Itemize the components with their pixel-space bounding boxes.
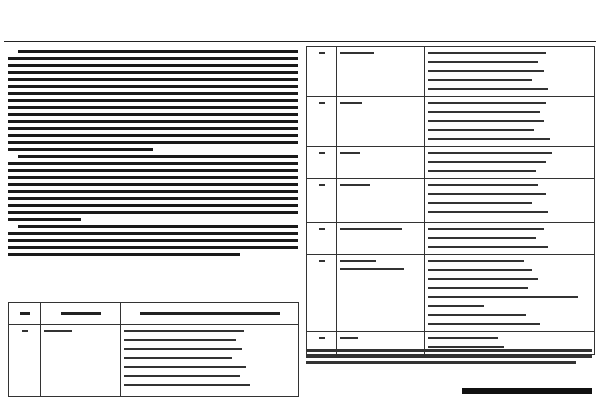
table-row [9,325,299,397]
table-row [307,47,595,97]
subtype-item [428,293,591,302]
body-paragraph-3 [8,225,298,256]
subtype-item [428,266,591,275]
subtype-item [428,181,591,190]
table-row [307,223,595,255]
row-6-no [307,223,337,255]
subtype-item [124,354,295,363]
subtype-item [124,327,295,336]
subtype-item [124,336,295,345]
subtype-item [124,363,295,372]
subtype-item [428,225,591,234]
row-3-category [337,97,425,147]
header-category [41,303,121,325]
footnote [306,346,594,367]
header-subtypes [121,303,299,325]
subtype-item [428,199,591,208]
subtype-item [428,76,591,85]
subtype-item [428,167,591,176]
subtype-item [428,117,591,126]
row-5-category [337,179,425,223]
subtype-item [428,135,591,144]
notice-title [4,2,596,42]
subtype-item [428,126,591,135]
row-3-no [307,97,337,147]
row-3-subtypes [425,97,595,147]
row-5-subtypes [425,179,595,223]
row-7-subtypes [425,255,595,332]
subtype-item [428,208,591,217]
subtype-item [428,49,591,58]
subtype-item [428,158,591,167]
subtype-item [428,320,591,329]
subtype-item [428,311,591,320]
subtype-item [428,108,591,117]
row-7-category [337,255,425,332]
subtype-item [428,284,591,293]
subtype-item [428,190,591,199]
subtype-item [428,234,591,243]
subtype-item [428,99,591,108]
subtype-item [428,67,591,76]
subtype-item [428,85,591,94]
subtype-item [124,372,295,381]
signature-line [462,388,592,394]
table-row [307,97,595,147]
row-1-category [41,325,121,397]
body-paragraph-2 [8,155,298,221]
table-row [307,147,595,179]
row-6-subtypes [425,223,595,255]
subtype-item [428,149,591,158]
subtype-item [428,275,591,284]
category-table-part-2 [306,46,595,355]
body-text [8,46,298,260]
category-table-part-1 [8,302,299,397]
row-2-subtypes [425,47,595,97]
row-4-no [307,147,337,179]
row-7-no [307,255,337,332]
subtype-item [428,334,591,343]
subtype-item [428,58,591,67]
table-row [307,179,595,223]
row-5-no [307,179,337,223]
row-2-no [307,47,337,97]
row-1-subtypes [121,325,299,397]
header-no [9,303,41,325]
subtype-item [428,302,591,311]
row-6-category [337,223,425,255]
subtype-item [124,345,295,354]
table-row [307,255,595,332]
row-4-subtypes [425,147,595,179]
row-2-category [337,47,425,97]
subtype-item [428,243,591,252]
subtype-item [124,381,295,390]
body-paragraph-1 [8,50,298,151]
row-4-category [337,147,425,179]
row-1-no [9,325,41,397]
subtype-item [428,257,591,266]
